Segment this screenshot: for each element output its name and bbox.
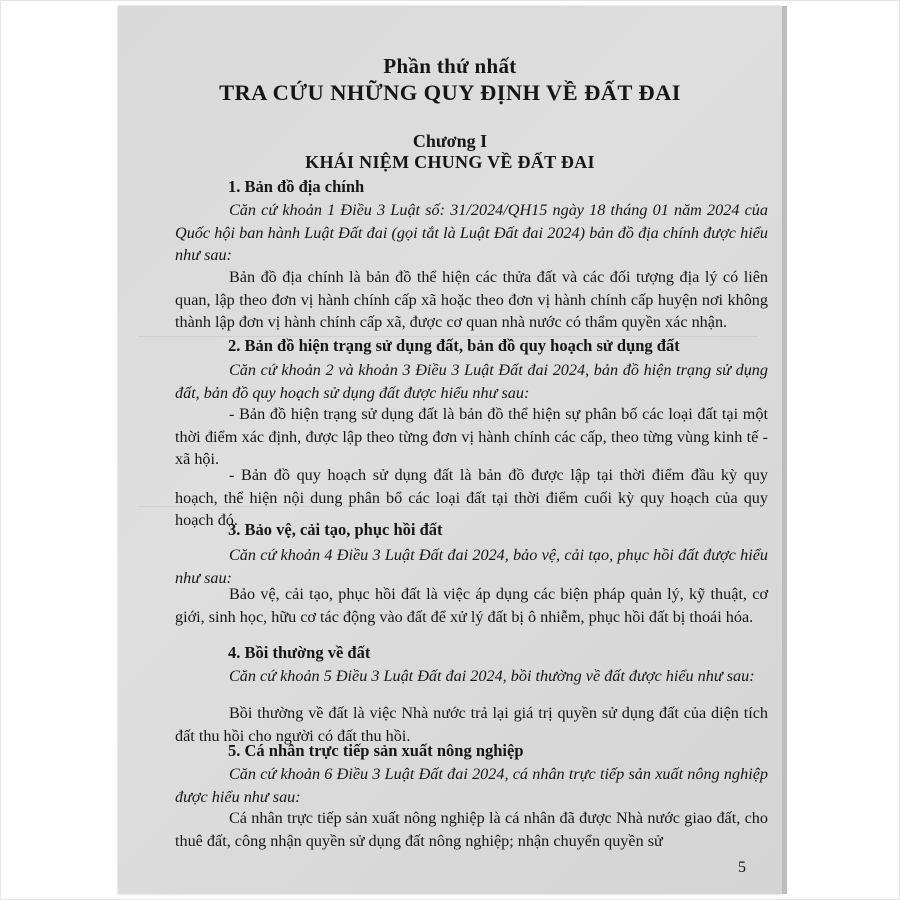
part-subtitle: TRA CỨU NHỮNG QUY ĐỊNH VỀ ĐẤT ĐAI <box>219 80 681 105</box>
section-1-heading: 1. Bản đồ địa chính <box>228 177 365 196</box>
section-3-body: Bảo vệ, cải tạo, phục hồi đất là việc áp dụng các biện pháp quản lý, kỹ thuật, cơ giới, sinh học, hữu cơ tác động vào đất để xử lý đất bị ô nhiễm, phục hồi đất bị thoái hóa. <box>175 585 768 626</box>
page-number: 5 <box>738 859 746 876</box>
section-1-basis: Căn cứ khoản 1 Điều 3 Luật số: 31/2024/QH15 ngày 18 tháng 01 năm 2024 của Quốc hội ban hành Luật Đất đai (gọi tắt là Luật Đất đai 2024) bản đồ địa chính được hiểu như sau: <box>175 201 768 264</box>
section-2-body-2: - Bản đồ quy hoạch sử dụng đất là bản đồ được lập tại thời điểm đầu kỳ quy hoạch, thể hiện nội dung phân bổ các loại đất tại thời điểm cuối kỳ quy hoạch của quy hoạch đó. <box>175 466 768 529</box>
section-2-heading: 2. Bản đồ hiện trạng sử dụng đất, bản đồ quy hoạch sử dụng đất <box>228 336 680 355</box>
chapter-subtitle: KHÁI NIỆM CHUNG VỀ ĐẤT ĐAI <box>305 152 595 172</box>
section-4-basis: Căn cứ khoản 5 Điều 3 Luật Đất đai 2024, bồi thường về đất được hiểu như sau: <box>229 667 755 685</box>
section-4-heading: 4. Bồi thường về đất <box>228 643 371 662</box>
section-5-basis: Căn cứ khoản 6 Điều 3 Luật Đất đai 2024, cá nhân trực tiếp sản xuất nông nghiệp được hiểu như sau: <box>175 765 768 806</box>
section-3-heading: 3. Bảo vệ, cải tạo, phục hồi đất <box>228 520 443 539</box>
page-edge <box>782 6 787 894</box>
section-2-basis: Căn cứ khoản 2 và khoản 3 Điều 3 Luật Đất đai 2024, bản đồ hiện trạng sử dụng đất, bản đồ quy hoạch sử dụng đất được hiểu như sau: <box>175 361 768 402</box>
section-4-body: Bồi thường về đất là việc Nhà nước trả lại giá trị quyền sử dụng đất của diện tích đất thu hồi cho người có đất thu hồi. <box>175 704 768 745</box>
section-2-body-1: - Bản đồ hiện trạng sử dụng đất là bản đồ thể hiện sự phân bố các loại đất tại một thời điểm xác định, được lập theo từng đơn vị hành chính các cấp, theo từng vùng kinh tế - xã hội. <box>175 405 768 468</box>
section-3-basis: Căn cứ khoản 4 Điều 3 Luật Đất đai 2024, bảo vệ, cải tạo, phục hồi đất được hiểu như sau: <box>175 546 768 587</box>
section-5-body: Cá nhân trực tiếp sản xuất nông nghiệp là cá nhân đã được Nhà nước giao đất, cho thuê đất, công nhận quyền sử dụng đất nông nghiệp; nhận chuyển quyền sử <box>175 809 768 850</box>
part-title: Phần thứ nhất <box>383 54 517 78</box>
page-content <box>118 6 782 894</box>
section-5-heading: 5. Cá nhân trực tiếp sản xuất nông nghiệp <box>228 741 524 760</box>
book-page <box>118 6 782 894</box>
section-1-body: Bản đồ địa chính là bản đồ thể hiện các thửa đất và các đối tượng địa lý có liên quan, lập theo đơn vị hành chính cấp xã hoặc theo đơn vị hành chính cấp huyện nơi không thành lập đơn vị hành chính cấp xã, được cơ quan nhà nước có thẩm quyền xác nhận. <box>175 268 768 331</box>
chapter-title: Chương I <box>412 131 488 151</box>
